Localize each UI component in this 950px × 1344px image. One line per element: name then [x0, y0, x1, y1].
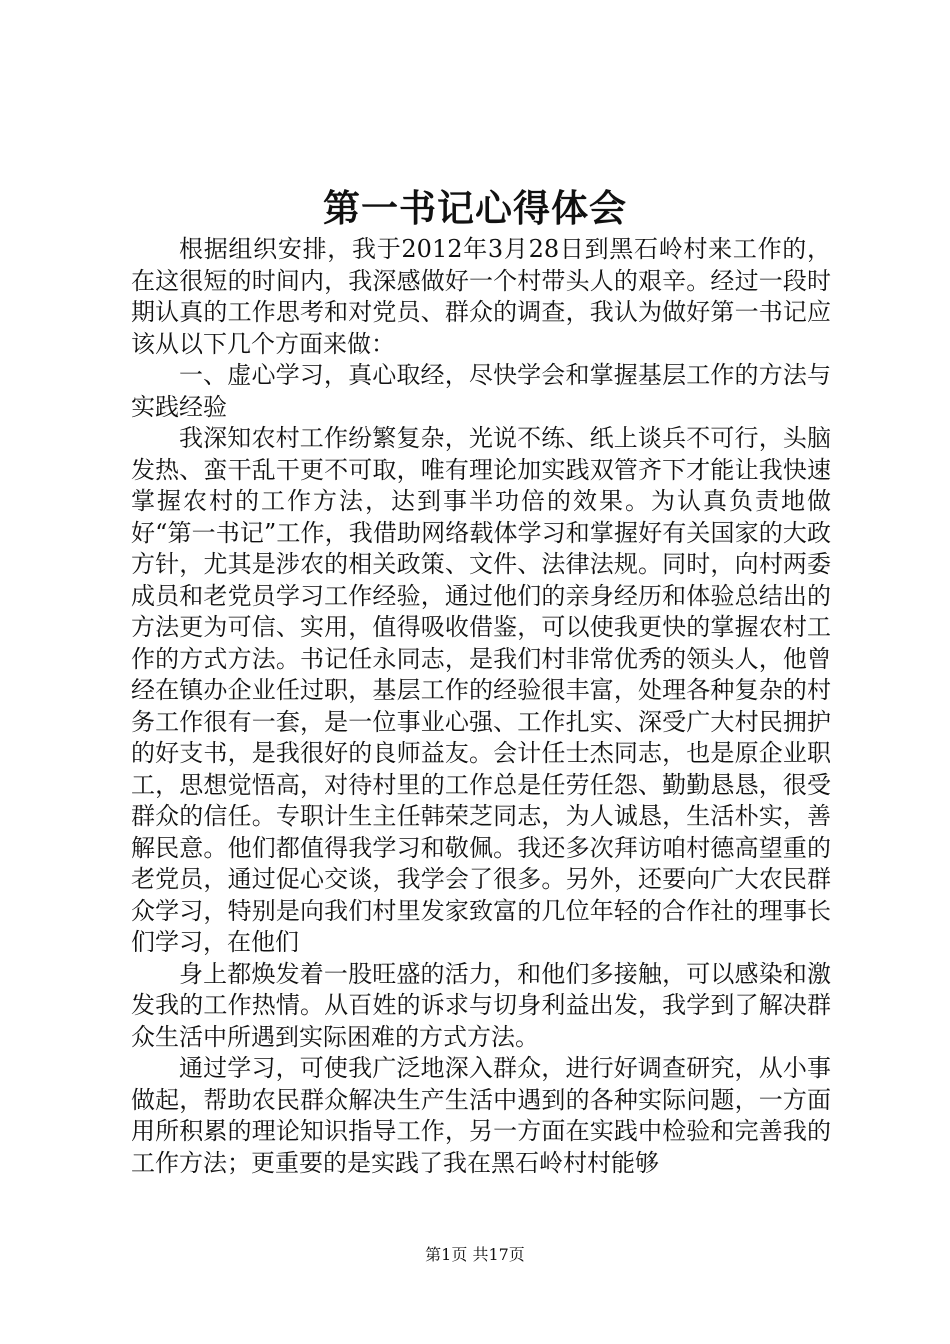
paragraph-practice: 通过学习，可使我广泛地深入群众，进行好调查研究，从小事做起，帮助农民群众解决生产生活中遇到的各种实际问题，一方面用所积累的理论知识指导工作，另一方面在实践中检验和完善我的工作方法；更重要的是实践了我在黑石岭村村能够	[131, 1054, 831, 1177]
paragraph-enthusiasm: 身上都焕发着一股旺盛的活力，和他们多接触，可以感染和激发我的工作热情。从百姓的诉求与切身利益出发，我学到了解决群众生活中所遇到实际困难的方式方法。	[131, 959, 831, 1051]
paragraph-intro: 根据组织安排，我于2012年3月28日到黑石岭村来工作的，在这很短的时间内，我深感做好一个村带头人的艰辛。经过一段时期认真的工作思考和对党员、群众的调查，我认为做好第一书记应该从以下几个方面来做：	[131, 235, 831, 358]
document-body	[131, 234, 831, 1179]
page-footer: 第1页 共17页	[425, 1245, 525, 1264]
paragraph-section-heading: 一、虚心学习，真心取经，尽快学会和掌握基层工作的方法与实践经验	[131, 361, 831, 421]
document-title: 第一书记心得体会	[323, 186, 627, 230]
paragraph-learning: 我深知农村工作纷繁复杂，光说不练、纸上谈兵不可行，头脑发热、蛮干乱干更不可取，唯有理论加实践双管齐下才能让我快速掌握农村的工作方法，达到事半功倍的效果。为认真负责地做好“第一书记”工作，我借助网络载体学习和掌握好有关国家的大政方针，尤其是涉农的相关政策、文件、法律法规。同时，向村两委成员和老党员学习工作经验，通过他们的亲身经历和体验总结出的方法更为可信、实用，值得吸收借鉴，可以使我更快的掌握农村工作的方式方法。书记任永同志，是我们村非常优秀的领头人，他曾经在镇办企业任过职，基层工作的经验很丰富，处理各种复杂的村务工作很有一套，是一位事业心强、工作扎实、深受广大村民拥护的好支书，是我很好的良师益友。会计任士杰同志，也是原企业职工，思想觉悟高，对待村里的工作总是任劳任怨、勤勤恳恳，很受群众的信任。专职计生主任韩荣芝同志，为人诚恳，生活朴实，善解民意。他们都值得我学习和敬佩。我还多次拜访咱村德高望重的老党员，通过促心交谈，我学会了很多。另外，还要向广大农民群众学习，特别是向我们村里发家致富的几位年轻的合作社的理事长们学习，在他们	[131, 424, 831, 956]
